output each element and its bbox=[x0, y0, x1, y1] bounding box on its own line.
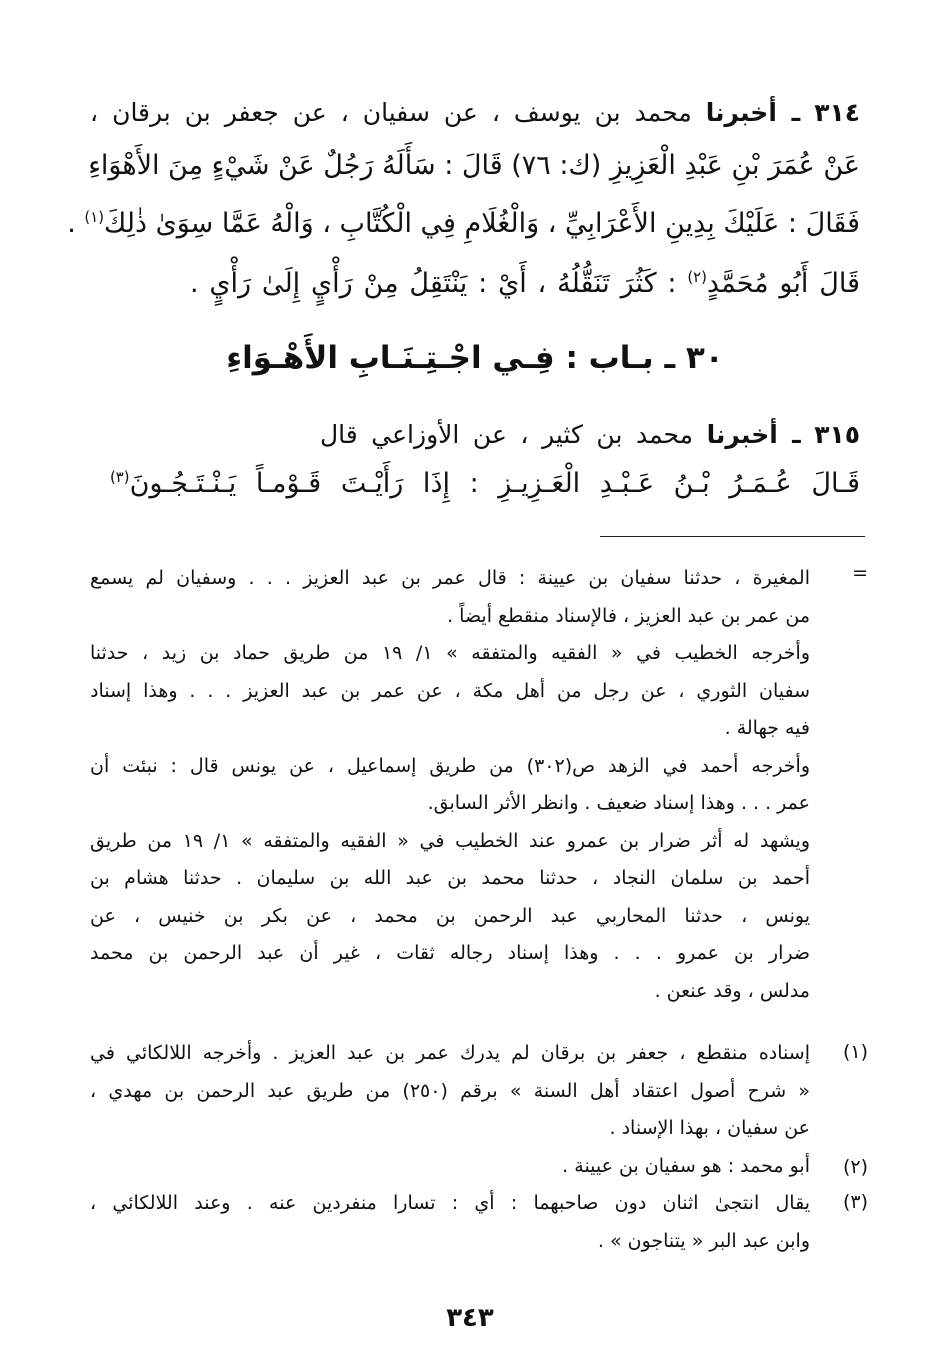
footnote-line: وأخرجه أحمد في الزهد ص(٣٠٢) من طريق إسماعيل ، عن يونس قال : نبئت أن bbox=[90, 754, 810, 777]
footnote-line: سفيان الثوري ، عن رجل من أهل مكة ، عن عمر بن عبد العزيز . . . وهذا إسناد bbox=[90, 679, 810, 702]
commentary-speaker: قَالَ أَبُو مُحَمَّدٍ bbox=[706, 268, 860, 299]
footnote-3 bbox=[90, 1185, 810, 1260]
footnote-1 bbox=[90, 1035, 810, 1148]
footnote-line: المغيرة ، حدثنا سفيان بن عيينة : قال عمر بن عبد العزيز . . . وسفيان لم يسمع bbox=[90, 567, 810, 589]
footnote-line: وأخرجه الخطيب في « الفقيه والمتفقه » ١/ ١٩ من طريق حماد بن زيد ، حدثنا bbox=[90, 642, 810, 664]
footnote-continuation bbox=[90, 560, 810, 1010]
footnote-line: عمر . . . وهذا إسناد ضعيف . وانظر الأثر السابق. bbox=[427, 792, 810, 814]
footnote-separator bbox=[600, 536, 865, 537]
footnote-line: يونس ، حدثنا المحاربي عبد الرحمن بن محمد ، عن بكر بن خنيس ، عن bbox=[90, 904, 810, 927]
matn-text: عَنْ عُمَرَ بْنِ عَبْدِ الْعَزِيزِ (ك: ٧٦) قَالَ : سَأَلَهُ رَجُلٌ عَنْ شَيْءٍ مِنَ الأَهْوَاءِ bbox=[88, 150, 860, 181]
isnad-text: محمد بن يوسف ، عن سفيان ، عن جعفر بن برقان ، bbox=[90, 98, 692, 127]
continuation-mark: = bbox=[852, 562, 868, 584]
hadith-315-isnad-line bbox=[320, 420, 860, 449]
footnote-line: أحمد بن سلمان النجاد ، حدثنا محمد بن عبد الله بن سليمان . حدثنا هشام بن bbox=[90, 867, 810, 889]
footnote-ref-1: (١) bbox=[84, 208, 104, 226]
matn-end: . bbox=[67, 208, 85, 239]
footnote-2 bbox=[90, 1148, 810, 1186]
isnad-text: محمد بن كثير ، عن الأوزاعي قال bbox=[320, 420, 694, 449]
footnote-line: من عمر بن عبد العزيز ، فالإسناد منقطع أيضاً . bbox=[447, 604, 810, 627]
matn-text: قَـالَ عُـمَـرُ بْـنُ عَـبْـدِ الْعَـزِيـزِ : إِذَا رَأَيْـتَ قَـوْمـاً يَـنْـتَـجُـونَ bbox=[129, 468, 860, 499]
footnote-line: ويشهد له أثر ضرار بن عمرو عند الخطيب في « الفقيه والمتفقه » ١/ ١٩ من طريق bbox=[90, 829, 810, 852]
footnote-1-mark: (١) bbox=[842, 1041, 868, 1063]
footnote-line: عن سفيان ، بهذا الإسناد . bbox=[609, 1117, 810, 1139]
hadith-315-matn-line bbox=[110, 468, 860, 499]
footnote-line: « شرح أصول اعتقاد أهل السنة » برقم (٢٥٠) من طريق عبد الرحمن بن مهدي ، bbox=[90, 1079, 810, 1102]
footnote-3-mark: (٣) bbox=[842, 1191, 868, 1213]
footnote-line: إسناده منقطع ، جعفر بن برقان لم يدرك عمر بن عبد العزيز . وأخرجه اللالكائي في bbox=[90, 1042, 810, 1064]
commentary-text: : كَثُرَ تَنَقُّلُهُ ، أَيْ : يَنْتَقِلُ مِنْ رَأْيٍ إِلَىٰ رَأْيٍ . bbox=[190, 268, 688, 299]
footnote-2-mark: (٢) bbox=[842, 1156, 868, 1178]
hadith-314-matn-line-1 bbox=[90, 150, 860, 181]
hadith-314-commentary-line bbox=[190, 268, 860, 299]
hadith-number: ٣١٥ bbox=[814, 420, 861, 449]
hadith-number: ٣١٤ bbox=[814, 98, 860, 127]
footnote-line: فيه جهالة . bbox=[724, 717, 810, 739]
footnote-line: يقال انتجىٰ اثنان دون صاحبهما : أي : تسارا منفردين عنه . وعند اللالكائي ، bbox=[90, 1192, 810, 1214]
footnote-line: أبو محمد : هو سفيان بن عيينة . bbox=[562, 1155, 810, 1177]
footnote-ref-2: (٢) bbox=[687, 268, 707, 286]
footnote-ref-3: (٣) bbox=[110, 468, 130, 486]
matn-text: فَقَالَ : عَلَيْكَ بِدِينِ الأَعْرَابِيِّ ، وَالْغُلَامِ فِي الْكُتَّابِ ، وَالْهُ عَمَّا سِوَىٰ ذٰلِكَ bbox=[104, 208, 860, 239]
page-number: ٣٤٣ bbox=[446, 1303, 494, 1333]
footnote-line: ضرار بن عمرو . . . وهذا إسناد رجاله ثقات ، غير أن عبد الرحمن بن محمد bbox=[90, 942, 810, 964]
hadith-lead-word: ـ أخبرنا bbox=[706, 420, 801, 449]
hadith-314-matn-line-2 bbox=[67, 208, 860, 239]
footnote-line: مدلس ، وقد عنعن . bbox=[654, 979, 810, 1002]
chapter-heading: ٣٠ ـ بـاب : فِـي اجْـتِـنَـابِ الأَهْـوَاءِ bbox=[226, 340, 724, 376]
hadith-lead-word: ـ أخبرنا bbox=[705, 98, 801, 127]
footnote-line: وابن عبد البر « يتناجون » . bbox=[597, 1229, 810, 1252]
hadith-314-isnad-line bbox=[90, 98, 860, 127]
